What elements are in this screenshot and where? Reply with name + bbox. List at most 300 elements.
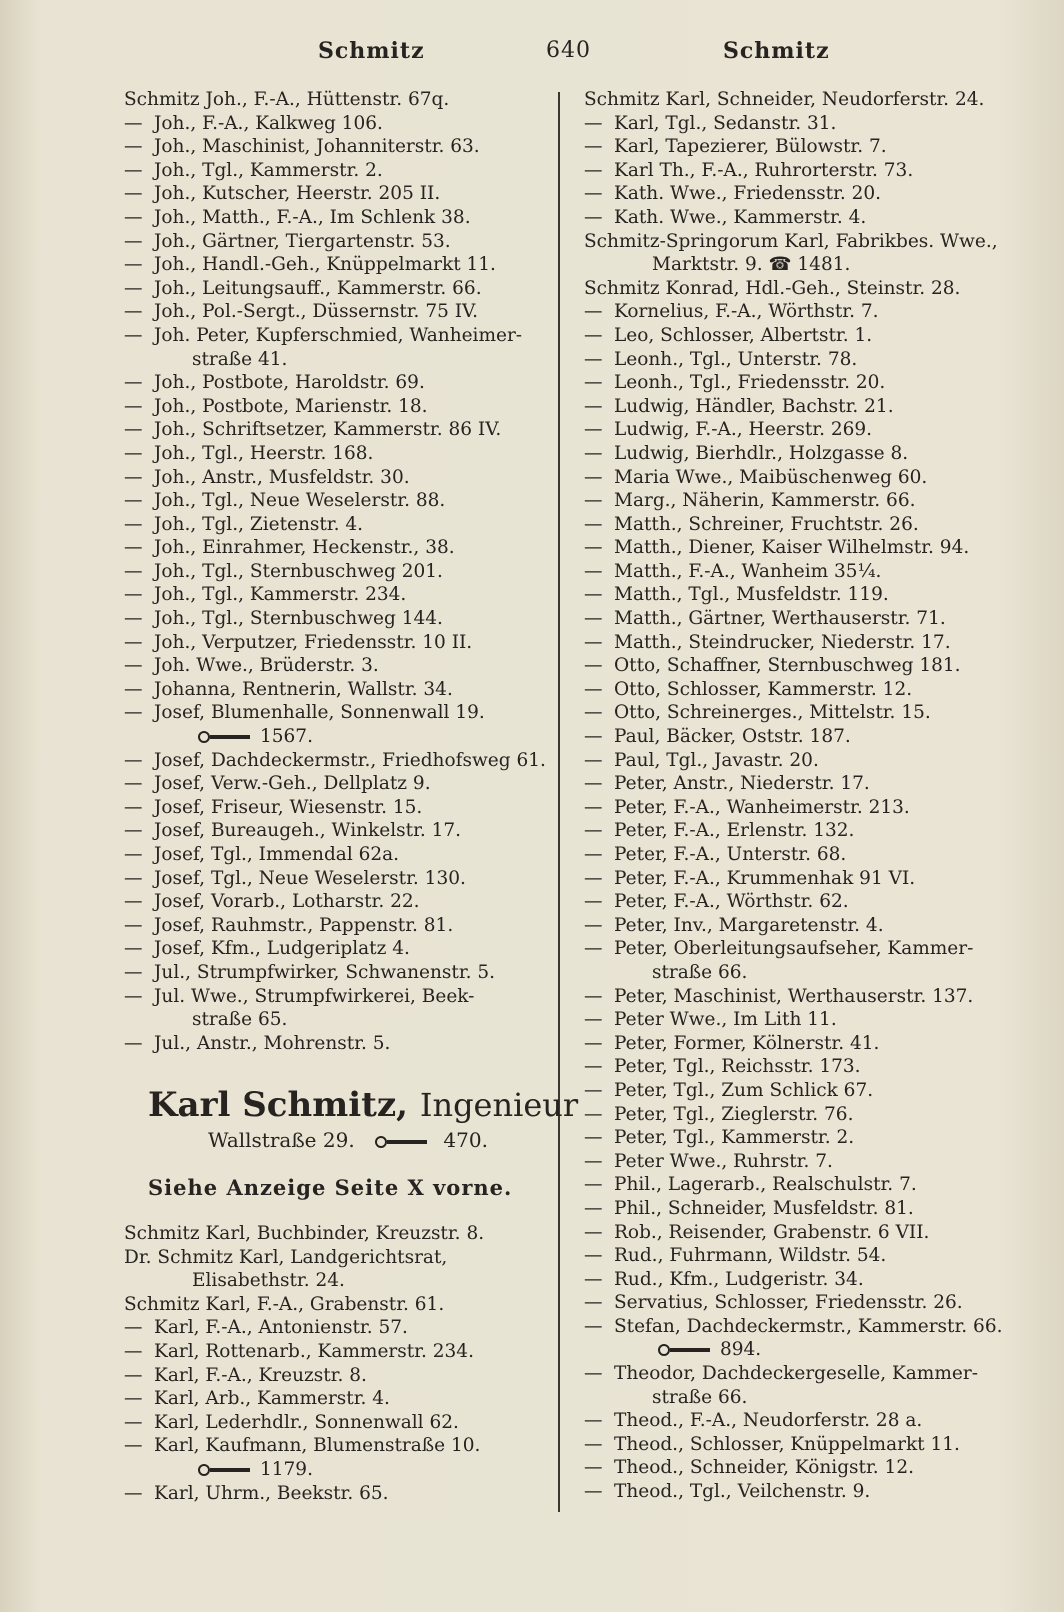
ditto-dash: —	[124, 206, 143, 228]
ditto-dash: —	[584, 1221, 603, 1243]
directory-entry	[124, 867, 548, 891]
running-head-right: Schmitz	[723, 38, 830, 64]
directory-entry	[124, 937, 548, 961]
entry-text: Rud., Kfm., Ludgeristr. 34.	[614, 1268, 864, 1290]
entry-text: Rob., Reisender, Grabenstr. 6 VII.	[614, 1221, 930, 1243]
ditto-dash: —	[584, 773, 603, 795]
ditto-dash: —	[124, 136, 143, 158]
entry-text: straße 41.	[192, 348, 288, 370]
entry-text: Otto, Schlosser, Kammerstr. 12.	[614, 678, 913, 700]
entry-text: Karl, Rottenarb., Kammerstr. 234.	[154, 1340, 474, 1362]
directory-entry	[584, 1291, 1024, 1315]
directory-entry	[124, 843, 548, 867]
directory-entry	[584, 230, 1024, 254]
directory-entry	[584, 937, 1024, 961]
entry-text: Joh., Anstr., Musfeldstr. 30.	[154, 466, 410, 488]
entry-text: Phil., Schneider, Musfeldstr. 81.	[614, 1197, 914, 1219]
entry-text: Schmitz Konrad, Hdl.-Geh., Steinstr. 28.	[584, 277, 961, 299]
ditto-dash: —	[124, 844, 143, 865]
entry-text: Peter, Tgl., Kammerstr. 2.	[614, 1127, 855, 1149]
directory-entry	[124, 583, 548, 607]
entry-text: Joh., Tgl., Zietenstr. 4.	[154, 513, 364, 535]
ditto-dash: —	[584, 749, 603, 771]
ditto-dash: —	[124, 961, 143, 983]
directory-entry	[124, 631, 548, 655]
directory-entry	[124, 348, 548, 372]
directory-entry	[124, 418, 548, 442]
ditto-dash: —	[124, 773, 143, 795]
entry-text: Joh., Gärtner, Tiergartenstr. 53.	[154, 230, 451, 252]
ditto-dash: —	[124, 159, 143, 181]
entry-text: Kornelius, F.-A., Wörthstr. 7.	[614, 301, 879, 323]
ditto-dash: —	[584, 1032, 603, 1054]
ditto-dash: —	[584, 442, 603, 464]
directory-entry	[124, 1032, 548, 1056]
entry-text: Jul., Strumpfwirker, Schwanenstr. 5.	[154, 961, 496, 983]
entry-text: Matth., Schreiner, Fruchtstr. 26.	[614, 513, 919, 535]
directory-entry	[124, 300, 548, 324]
ad-name: Karl Schmitz,	[148, 1085, 408, 1125]
directory-entry	[124, 607, 548, 631]
ditto-dash: —	[124, 584, 143, 606]
entry-text: Ludwig, F.-A., Heerstr. 269.	[614, 419, 873, 441]
directory-entry	[124, 985, 548, 1009]
ditto-dash: —	[124, 749, 143, 771]
directory-entry	[584, 466, 1024, 490]
ditto-dash: —	[584, 631, 603, 653]
entry-text: Matth., F.-A., Wanheim 35¼.	[614, 560, 882, 582]
directory-entry	[124, 1269, 548, 1293]
ditto-dash: —	[124, 820, 143, 842]
ditto-dash: —	[124, 1435, 143, 1457]
ditto-dash: —	[584, 891, 603, 913]
entry-text: straße 65.	[192, 1009, 288, 1031]
directory-entry	[124, 159, 548, 183]
entry-text: Otto, Schreinerges., Mittelstr. 15.	[614, 702, 931, 724]
ditto-dash: —	[584, 466, 603, 488]
ditto-dash: —	[584, 1481, 603, 1503]
ditto-dash: —	[124, 1411, 143, 1433]
directory-entry	[584, 1362, 1024, 1386]
directory-entry	[584, 1480, 1024, 1504]
directory-entry	[124, 819, 548, 843]
ditto-dash: —	[584, 985, 603, 1007]
entry-text: Matth., Steindrucker, Niederstr. 17.	[614, 631, 951, 653]
entry-text: Joh., Kutscher, Heerstr. 205 II.	[154, 183, 441, 205]
ditto-dash: —	[124, 442, 143, 464]
directory-entry	[584, 536, 1024, 560]
telephone-icon	[373, 1135, 431, 1149]
ditto-dash: —	[124, 490, 143, 512]
directory-entry	[124, 961, 548, 985]
directory-entry	[124, 1293, 548, 1317]
ditto-dash: —	[124, 419, 143, 441]
entry-text: Elisabethstr. 24.	[192, 1270, 345, 1292]
ditto-dash: —	[124, 938, 143, 960]
entry-text: Joh., Postbote, Haroldstr. 69.	[154, 372, 425, 394]
entry-text: Joh., Tgl., Kammerstr. 234.	[154, 584, 407, 606]
directory-entry	[584, 1173, 1024, 1197]
directory-entry	[584, 1221, 1024, 1245]
entry-text: Dr. Schmitz Karl, Landgerichtsrat,	[124, 1246, 448, 1268]
entry-text: Johanna, Rentnerin, Wallstr. 34.	[154, 678, 453, 700]
ditto-dash: —	[584, 1056, 603, 1078]
entry-text: Joh., Einrahmer, Heckenstr., 38.	[154, 537, 455, 559]
ditto-dash: —	[584, 820, 603, 842]
ditto-dash: —	[584, 1174, 603, 1196]
directory-entry	[124, 1340, 548, 1364]
entry-text: Karl, F.-A., Antonienstr. 57.	[154, 1317, 408, 1339]
entry-text: Matth., Diener, Kaiser Wilhelmstr. 94.	[614, 537, 970, 559]
directory-entry	[124, 1411, 548, 1435]
directory-entry	[584, 890, 1024, 914]
directory-entry	[124, 725, 548, 749]
entry-text: Peter, Inv., Margaretenstr. 4.	[614, 914, 884, 936]
directory-entry	[124, 324, 548, 348]
entry-text: Theod., Tgl., Veilchenstr. 9.	[614, 1481, 871, 1503]
directory-entry	[124, 1364, 548, 1388]
directory-entry	[584, 1315, 1024, 1339]
entry-text: Karl, Tgl., Sedanstr. 31.	[614, 112, 837, 134]
directory-entry	[584, 1103, 1024, 1127]
phone-number: 1179.	[260, 1458, 313, 1480]
entry-text: Josef, Bureaugeh., Winkelstr. 17.	[154, 820, 462, 842]
ditto-dash: —	[124, 1317, 143, 1339]
right-column	[584, 88, 1024, 1504]
ditto-dash: —	[584, 844, 603, 865]
ad-title	[148, 1085, 578, 1125]
entry-text: Joh., Tgl., Kammerstr. 2.	[154, 159, 383, 181]
directory-entry	[584, 631, 1024, 655]
ditto-dash: —	[124, 985, 143, 1007]
directory-entry	[124, 135, 548, 159]
ditto-dash: —	[584, 301, 603, 323]
ditto-dash: —	[124, 372, 143, 394]
entry-text: Peter, F.-A., Erlenstr. 132.	[614, 820, 855, 842]
entry-text: Karl, Kaufmann, Blumenstraße 10.	[154, 1435, 481, 1457]
directory-entry	[124, 513, 548, 537]
directory-entry	[584, 1268, 1024, 1292]
entry-text: Karl, Tapezierer, Bülowstr. 7.	[614, 136, 887, 158]
ditto-dash: —	[124, 513, 143, 535]
ditto-dash: —	[584, 1079, 603, 1101]
directory-entry	[584, 371, 1024, 395]
directory-entry	[584, 678, 1024, 702]
entry-text: Karl, Uhrm., Beekstr. 65.	[154, 1482, 389, 1504]
entry-text	[656, 1338, 761, 1362]
entry-text: Peter, Maschinist, Werthauserstr. 137.	[614, 985, 974, 1007]
entry-text: Theod., Schneider, Königstr. 12.	[614, 1457, 914, 1479]
ditto-dash: —	[584, 1103, 603, 1125]
ditto-dash: —	[124, 301, 143, 323]
ditto-dash: —	[124, 655, 143, 677]
ditto-dash: —	[584, 490, 603, 512]
directory-entry	[124, 1434, 548, 1458]
ditto-dash: —	[584, 655, 603, 677]
directory-entry	[124, 654, 548, 678]
entry-text: Matth., Gärtner, Werthauserstr. 71.	[614, 608, 946, 630]
entry-text: Joh. Peter, Kupferschmied, Wanheimer-	[154, 324, 523, 346]
directory-entry	[584, 1008, 1024, 1032]
ditto-dash: —	[584, 159, 603, 181]
page-number: 640	[546, 38, 591, 63]
ditto-dash: —	[124, 324, 143, 346]
ditto-dash: —	[124, 112, 143, 134]
directory-entry	[124, 560, 548, 584]
ditto-dash: —	[124, 1364, 143, 1386]
entry-text: Stefan, Dachdeckermstr., Kammerstr. 66.	[614, 1315, 1003, 1337]
ditto-dash: —	[124, 560, 143, 582]
directory-entry	[124, 890, 548, 914]
ditto-dash: —	[584, 796, 603, 818]
directory-entry	[584, 1079, 1024, 1103]
directory-entry	[584, 654, 1024, 678]
entry-text: Schmitz Karl, Buchbinder, Kreuzstr. 8.	[124, 1223, 485, 1244]
directory-entry	[584, 1409, 1024, 1433]
entry-text: Joh., Schriftsetzer, Kammerstr. 86 IV.	[154, 419, 502, 441]
entry-text: Joh., Tgl., Sternbuschweg 201.	[154, 560, 443, 582]
ditto-dash: —	[584, 560, 603, 582]
ditto-dash: —	[584, 914, 603, 936]
entry-text: Phil., Lagerarb., Realschulstr. 7.	[614, 1174, 917, 1196]
entry-text: Marg., Näherin, Kammerstr. 66.	[614, 490, 916, 512]
ditto-dash: —	[584, 1197, 603, 1219]
directory-entry	[584, 348, 1024, 372]
entry-text: Leonh., Tgl., Unterstr. 78.	[614, 348, 858, 370]
directory-entry	[584, 985, 1024, 1009]
directory-entry	[124, 678, 548, 702]
entry-text: Peter, Oberleitungsaufseher, Kammer-	[614, 938, 974, 960]
directory-entry	[584, 135, 1024, 159]
entry-text: Schmitz Karl, F.-A., Grabenstr. 61.	[124, 1293, 445, 1315]
directory-entry	[124, 1246, 548, 1270]
entry-text: Peter, Tgl., Zum Schlick 67.	[614, 1079, 874, 1101]
directory-entry	[584, 914, 1024, 938]
ditto-dash: —	[584, 608, 603, 630]
entry-text: Josef, Vorarb., Lotharstr. 22.	[154, 891, 420, 913]
directory-entry	[124, 914, 548, 938]
entry-text: Karl, F.-A., Kreuzstr. 8.	[154, 1364, 367, 1386]
entry-text: Joh., Tgl., Sternbuschweg 144.	[154, 608, 443, 630]
entry-text: Joh., Tgl., Neue Weselerstr. 88.	[154, 490, 446, 512]
ditto-dash: —	[584, 867, 603, 889]
directory-entry	[124, 536, 548, 560]
entry-text: Peter, F.-A., Krummenhak 91 VI.	[614, 867, 916, 889]
directory-entry	[584, 442, 1024, 466]
directory-entry	[584, 182, 1024, 206]
ad-profession: Ingenieur	[419, 1086, 579, 1124]
directory-entry	[124, 112, 548, 136]
entry-text: Kath. Wwe., Kammerstr. 4.	[614, 206, 867, 228]
directory-entry	[584, 867, 1024, 891]
ditto-dash: —	[124, 254, 143, 276]
directory-entry	[124, 230, 548, 254]
column-divider	[558, 92, 560, 1512]
ditto-dash: —	[124, 867, 143, 889]
left-column-lower	[124, 1222, 548, 1505]
ditto-dash: —	[124, 1032, 143, 1054]
entry-text: Jul., Anstr., Mohrenstr. 5.	[154, 1032, 391, 1054]
entry-text: Theod., F.-A., Neudorferstr. 28 a.	[614, 1410, 923, 1432]
directory-entry	[584, 300, 1024, 324]
entry-text: Schmitz-Springorum Karl, Fabrikbes. Wwe.,	[584, 230, 998, 252]
entry-text: Peter, F.-A., Wanheimerstr. 213.	[614, 796, 910, 818]
directory-entry	[124, 1458, 548, 1482]
entry-text: Leonh., Tgl., Friedensstr. 20.	[614, 372, 886, 394]
telephone-icon	[196, 730, 254, 744]
ditto-dash: —	[584, 372, 603, 394]
ditto-dash: —	[584, 1433, 603, 1455]
entry-text: Karl, Lederhdlr., Sonnenwall 62.	[154, 1411, 459, 1433]
ditto-dash: —	[584, 1150, 603, 1172]
entry-text: Joh., Matth., F.-A., Im Schlenk 38.	[154, 206, 471, 228]
entry-text: Theodor, Dachdeckergeselle, Kammer-	[614, 1363, 978, 1385]
ditto-dash: —	[584, 395, 603, 417]
directory-entry	[584, 583, 1024, 607]
ditto-dash: —	[124, 230, 143, 252]
ditto-dash: —	[124, 1388, 143, 1410]
entry-text: Peter, F.-A., Unterstr. 68.	[614, 844, 847, 865]
entry-text: Leo, Schlosser, Albertstr. 1.	[614, 324, 873, 346]
directory-entry	[584, 1126, 1024, 1150]
directory-entry	[584, 1386, 1024, 1410]
directory-entry	[584, 1338, 1024, 1362]
directory-entry	[124, 1482, 548, 1506]
entry-text: Peter Wwe., Ruhrstr. 7.	[614, 1150, 833, 1172]
directory-entry	[584, 843, 1024, 867]
directory-entry	[124, 277, 548, 301]
entry-text: Joh., Tgl., Heerstr. 168.	[154, 442, 374, 464]
entry-text: Josef, Blumenhalle, Sonnenwall 19.	[154, 702, 485, 724]
ditto-dash: —	[124, 1340, 143, 1362]
ditto-dash: —	[124, 537, 143, 559]
entry-text: Kath. Wwe., Friedensstr. 20.	[614, 183, 882, 205]
entry-text: Karl Th., F.-A., Ruhrorterstr. 73.	[614, 159, 914, 181]
ditto-dash: —	[584, 1268, 603, 1290]
entry-text: Josef, Dachdeckermstr., Friedhofsweg 61.	[154, 749, 546, 771]
entry-text: Ludwig, Händler, Bachstr. 21.	[614, 395, 894, 417]
entry-text: Maria Wwe., Maibüschenweg 60.	[614, 466, 928, 488]
entry-text: Joh., F.-A., Kalkweg 106.	[154, 112, 383, 134]
ditto-dash: —	[584, 348, 603, 370]
directory-entry	[584, 961, 1024, 985]
entry-text: straße 66.	[652, 1386, 748, 1408]
entry-text: Joh., Maschinist, Johanniterstr. 63.	[154, 136, 480, 158]
directory-entry	[124, 489, 548, 513]
ditto-dash: —	[584, 1363, 603, 1385]
ditto-dash: —	[584, 1009, 603, 1031]
entry-text: Jul. Wwe., Strumpfwirkerei, Beek-	[154, 985, 475, 1007]
directory-entry	[124, 182, 548, 206]
directory-entry	[124, 772, 548, 796]
directory-entry	[584, 1032, 1024, 1056]
ditto-dash: —	[124, 631, 143, 653]
directory-entry	[584, 159, 1024, 183]
entry-text: Josef, Tgl., Immendal 62a.	[154, 844, 400, 865]
directory-entry	[124, 1316, 548, 1340]
ad-see-notice: Siehe Anzeige Seite X vorne.	[148, 1175, 513, 1200]
ad-address-line	[208, 1128, 488, 1152]
ditto-dash: —	[584, 1292, 603, 1314]
running-head-left: Schmitz	[318, 38, 425, 64]
entry-text	[196, 725, 313, 749]
directory-entry	[124, 749, 548, 773]
directory-entry	[584, 796, 1024, 820]
directory-entry	[124, 395, 548, 419]
directory-entry	[124, 466, 548, 490]
directory-entry	[584, 418, 1024, 442]
entry-text: Josef, Friseur, Wiesenstr. 15.	[154, 796, 423, 818]
ditto-dash: —	[584, 1410, 603, 1432]
ditto-dash: —	[584, 726, 603, 748]
directory-entry	[124, 796, 548, 820]
directory-entry	[124, 88, 548, 112]
entry-text: Schmitz Karl, Schneider, Neudorferstr. 24.	[584, 89, 985, 110]
left-column	[124, 88, 548, 1055]
directory-entry	[584, 1244, 1024, 1268]
entry-text: Matth., Tgl., Musfeldstr. 119.	[614, 584, 889, 606]
ditto-dash: —	[584, 1457, 603, 1479]
entry-text: Joh., Leitungsauff., Kammerstr. 66.	[154, 277, 482, 299]
entry-text: Joh., Handl.-Geh., Knüppelmarkt 11.	[154, 254, 496, 276]
entry-text: Karl, Arb., Kammerstr. 4.	[154, 1388, 390, 1410]
ditto-dash: —	[124, 678, 143, 700]
directory-entry	[584, 513, 1024, 537]
entry-text: Peter, F.-A., Wörthstr. 62.	[614, 891, 849, 913]
ditto-dash: —	[584, 1127, 603, 1149]
ditto-dash: —	[584, 112, 603, 134]
entry-text: Paul, Tgl., Javastr. 20.	[614, 749, 819, 771]
entry-text: Rud., Fuhrmann, Wildstr. 54.	[614, 1245, 887, 1267]
directory-entry	[584, 819, 1024, 843]
entry-text: Peter, Anstr., Niederstr. 17.	[614, 773, 870, 795]
ditto-dash: —	[584, 206, 603, 228]
entry-text: Paul, Bäcker, Oststr. 187.	[614, 726, 851, 748]
directory-entry	[124, 1222, 548, 1246]
directory-entry	[584, 772, 1024, 796]
ditto-dash: —	[124, 277, 143, 299]
directory-entry	[584, 560, 1024, 584]
directory-entry	[584, 1197, 1024, 1221]
directory-entry	[124, 371, 548, 395]
entry-text: Josef, Kfm., Ludgeriplatz 4.	[154, 938, 410, 960]
ditto-dash: —	[124, 395, 143, 417]
directory-entry	[124, 1008, 548, 1032]
directory-entry	[584, 1433, 1024, 1457]
entry-text: Josef, Verw.-Geh., Dellplatz 9.	[154, 773, 431, 795]
entry-text: Peter, Former, Kölnerstr. 41.	[614, 1032, 880, 1054]
directory-entry	[584, 701, 1024, 725]
entry-text	[196, 1458, 313, 1482]
directory-entry	[584, 395, 1024, 419]
ditto-dash: —	[584, 183, 603, 205]
ditto-dash: —	[124, 183, 143, 205]
ditto-dash: —	[584, 324, 603, 346]
phone-number: 894.	[720, 1339, 762, 1361]
ditto-dash: —	[584, 513, 603, 535]
directory-entry	[124, 206, 548, 230]
directory-entry	[584, 88, 1024, 112]
directory-entry	[584, 749, 1024, 773]
ditto-dash: —	[124, 891, 143, 913]
entry-text: Peter, Tgl., Zieglerstr. 76.	[614, 1103, 854, 1125]
ditto-dash: —	[584, 702, 603, 724]
telephone-icon	[656, 1343, 714, 1357]
directory-entry	[584, 112, 1024, 136]
directory-entry	[584, 725, 1024, 749]
directory-entry	[584, 277, 1024, 301]
directory-entry	[584, 1150, 1024, 1174]
